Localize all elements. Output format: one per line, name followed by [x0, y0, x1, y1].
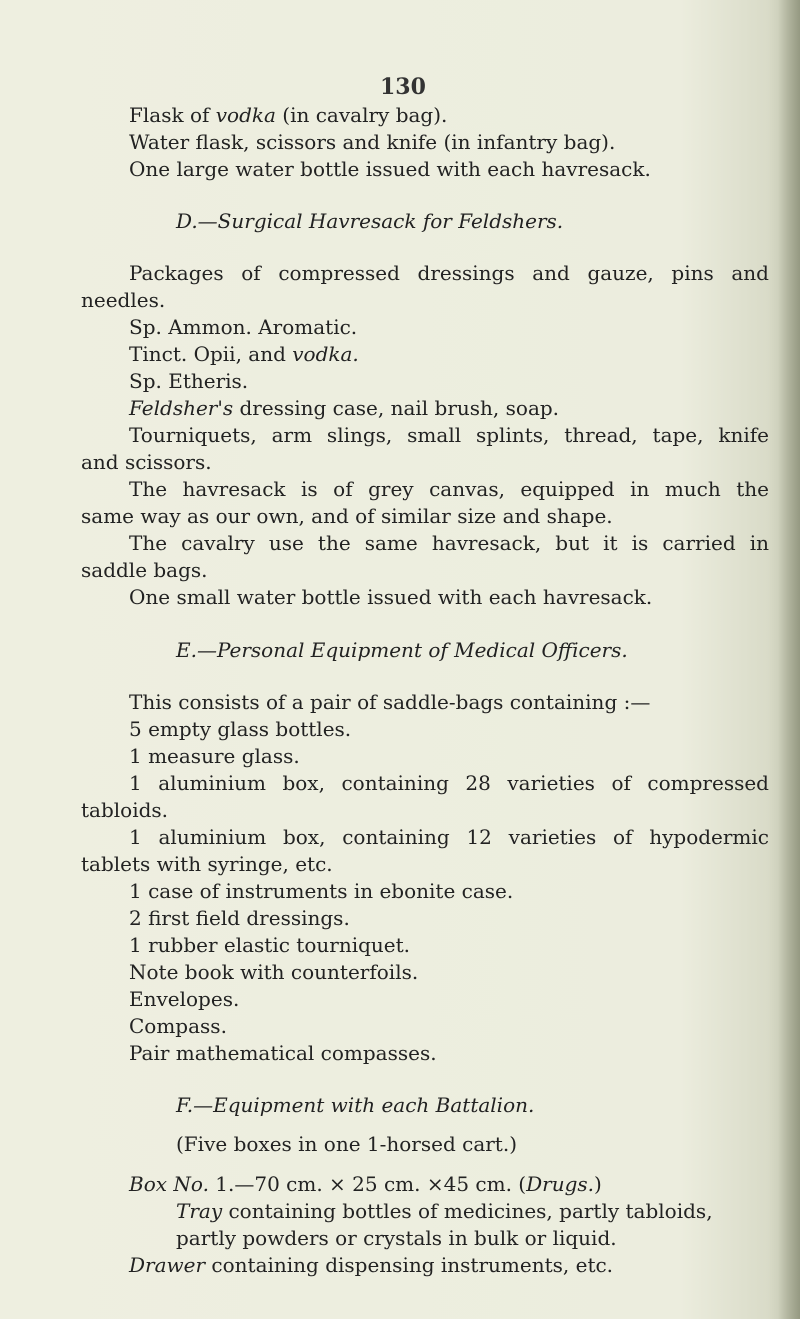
text-line: tabloids.	[81, 798, 169, 822]
text-line: needles.	[81, 288, 166, 312]
text-line: Envelopes.	[129, 987, 240, 1011]
text-line: Tray containing bottles of medicines, partly tabloids,	[176, 1199, 713, 1223]
text-line: 1 measure glass.	[129, 744, 300, 768]
text-line: Packages of compressed dressings and gauze, pins and	[129, 261, 769, 285]
text-line: 1 aluminium box, containing 12 varieties of hypodermic	[129, 825, 769, 849]
text-line: The havresack is of grey canvas, equipped in much the	[129, 477, 769, 501]
text-line: (Five boxes in one 1-horsed cart.)	[176, 1132, 518, 1156]
text-line: One small water bottle issued with each havresack.	[129, 585, 653, 609]
text-line: One large water bottle issued with each havresack.	[129, 157, 651, 181]
text-line: Compass.	[129, 1014, 227, 1038]
section-f-heading: F.—Equipment with each Battalion.	[176, 1093, 535, 1117]
text-line: Note book with counterfoils.	[129, 960, 419, 984]
page-edge-shadow	[778, 0, 800, 1319]
text-line: 1 rubber elastic tourniquet.	[129, 933, 411, 957]
text-line: same way as our own, and of similar size and shape.	[81, 504, 613, 528]
text-line: and scissors.	[81, 450, 212, 474]
text-line: 1 case of instruments in ebonite case.	[129, 879, 514, 903]
section-e-heading: E.—Personal Equipment of Medical Officers.	[176, 638, 628, 662]
text-line: Sp. Etheris.	[129, 369, 249, 393]
text-line: Feldsher's dressing case, nail brush, soap.	[129, 396, 560, 420]
text-line: Pair mathematical compasses.	[129, 1041, 437, 1065]
section-d-heading: D.—Surgical Havresack for Feldshers.	[176, 209, 564, 233]
text-line: Sp. Ammon. Aromatic.	[129, 315, 358, 339]
text-line: 2 first field dressings.	[129, 906, 350, 930]
text-line: Tourniquets, arm slings, small splints, thread, tape, knife	[129, 423, 769, 447]
text-line: Tinct. Opii, and vodka.	[129, 342, 359, 366]
text-line: Box No. 1.—70 cm. × 25 cm. ×45 cm. (Drugs.)	[129, 1172, 602, 1196]
text-line: 5 empty glass bottles.	[129, 717, 352, 741]
text-line: This consists of a pair of saddle-bags containing :—	[129, 690, 651, 714]
page-number: 130	[380, 74, 426, 100]
text-line: Water flask, scissors and knife (in infantry bag).	[129, 130, 616, 154]
text-line: tablets with syringe, etc.	[81, 852, 333, 876]
text-line: saddle bags.	[81, 558, 208, 582]
text-line: 1 aluminium box, containing 28 varieties of compressed	[129, 771, 769, 795]
text-line: Flask of vodka (in cavalry bag).	[129, 103, 448, 127]
text-line: The cavalry use the same havresack, but it is carried in	[129, 531, 769, 555]
text-line: partly powders or crystals in bulk or liquid.	[176, 1226, 617, 1250]
text-line: Drawer containing dispensing instruments, etc.	[129, 1253, 614, 1277]
